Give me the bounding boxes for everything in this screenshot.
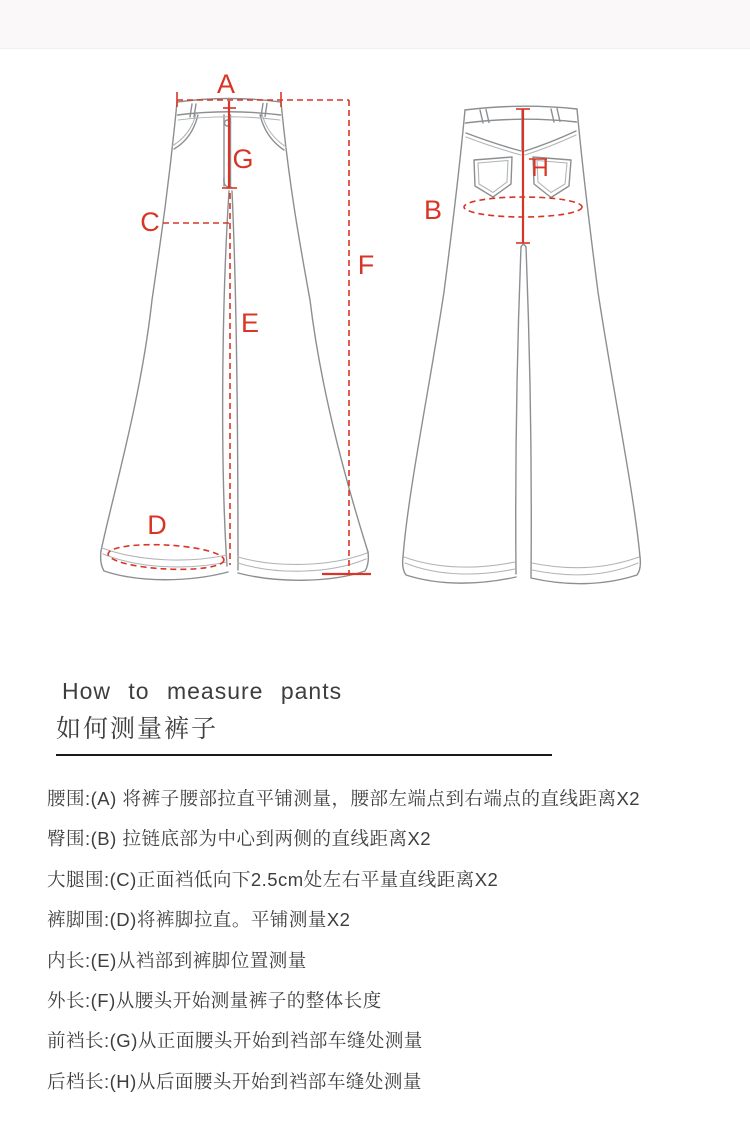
measurement-instructions: [47, 779, 727, 1102]
back-annotation-lines: [464, 109, 582, 243]
label-A: A: [216, 69, 236, 99]
instruction-leg-opening: 裤脚围:(D)将裤脚拉直。平铺测量X2: [47, 909, 351, 931]
instruction-thigh: 大腿围:(C)正面裆低向下2.5cm处左右平量直线距离X2: [47, 868, 499, 890]
back-annotation-labels: [424, 155, 549, 225]
label-E: E: [240, 308, 260, 338]
heading-english: How to measure pants: [62, 678, 343, 704]
label-C: C: [140, 207, 160, 237]
pants-front-stitching: [102, 114, 367, 571]
instruction-inseam: 内长:(E)从裆部到裤脚位置测量: [47, 949, 307, 971]
hem-measure-ellipse-D: [107, 542, 224, 572]
label-B: B: [423, 195, 443, 225]
pants-back-view: [403, 106, 641, 583]
label-F: F: [357, 250, 375, 280]
heading-divider: [56, 754, 552, 756]
instruction-outseam: 外长:(F)从腰头开始测量裤子的整体长度: [47, 989, 382, 1011]
instruction-hip: 臀围:(B) 拉链底部为中心到两侧的直线距离X2: [47, 828, 432, 850]
pants-front-view: [101, 69, 375, 580]
label-D: D: [147, 510, 167, 540]
label-G: G: [232, 144, 254, 174]
pants-back-outline: [403, 106, 641, 583]
instruction-waist: 腰围:(A) 将裤子腰部拉直平铺测量，腰部左端点到右端点的直线距离X2: [47, 788, 641, 809]
heading-chinese: 如何测量裤子: [56, 715, 219, 743]
front-annotation-labels: [140, 69, 374, 540]
label-H: H: [531, 155, 549, 182]
instruction-front-rise: 前裆长:(G)从正面腰头开始到裆部车缝处测量: [47, 1030, 423, 1052]
instruction-back-rise: 后档长:(H)从后面腰头开始到裆部车缝处测量: [47, 1070, 422, 1092]
